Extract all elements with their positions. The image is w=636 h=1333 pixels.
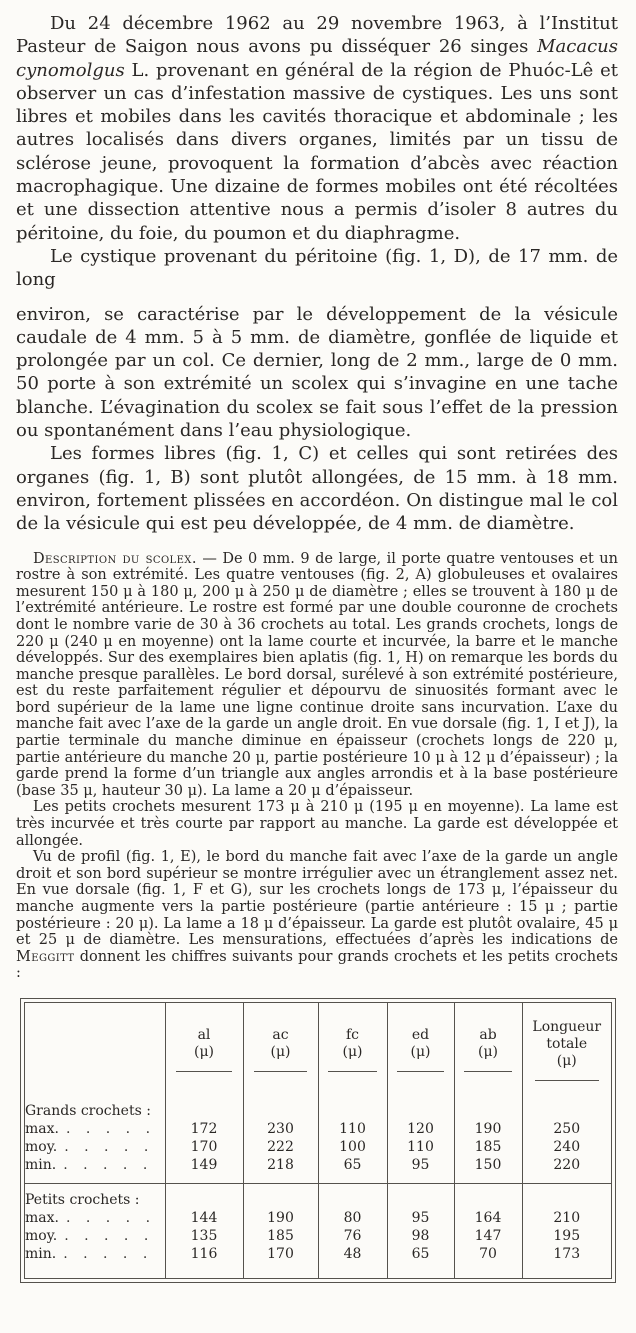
table-cell: 173 [522, 1245, 611, 1278]
header-underline [397, 1071, 445, 1072]
table-cell [165, 1095, 243, 1120]
table-cell: 120 [387, 1120, 454, 1138]
table-cell: 100 [318, 1138, 387, 1156]
paragraph-text: Du 24 décembre 1962 au 29 novembre 1963, à l’Institut Pasteur de Saigon nous avons pu disséquer 26 singes [16, 13, 618, 58]
table-row-grands-moy [25, 1138, 611, 1156]
paragraph-introduction [16, 12, 618, 245]
table-cell: 170 [243, 1245, 318, 1278]
table-cell: 210 [522, 1209, 611, 1227]
table-cell: 240 [522, 1138, 611, 1156]
dot-leader: . . . . . [65, 1209, 152, 1226]
table-cell: 135 [165, 1227, 243, 1245]
table-cell [387, 1095, 454, 1120]
table-row-grands-max [25, 1120, 611, 1138]
table-row-petits-max [25, 1209, 611, 1227]
dot-leader: . . . . . [65, 1120, 152, 1137]
table-cell [243, 1095, 318, 1120]
table-cell: 149 [165, 1156, 243, 1184]
table-cell: 80 [318, 1209, 387, 1227]
table-cell: 170 [165, 1138, 243, 1156]
table-cell: 98 [387, 1227, 454, 1245]
table-cell: 150 [454, 1156, 522, 1184]
column-header-ed: ed (μ) [387, 1003, 454, 1095]
column-header-fc: fc (μ) [318, 1003, 387, 1095]
paragraph-formes-libres: Les formes libres (fig. 1, C) et celles qui sont retirées des organes (fig. 1, B) sont plutôt allongées, de 15 mm. à 18 mm. environ, fortement plissées en accordéon. On distingue mal le col de la vésicule qui est peu développée, de 4 mm. de diamètre. [16, 443, 618, 535]
row-label: max. . . . . . [25, 1120, 152, 1137]
column-header-al: al (μ) [165, 1003, 243, 1095]
table-cell: 95 [387, 1209, 454, 1227]
species-name: Macacus cynomolgus [16, 36, 618, 81]
paragraph-cystique-continued: environ, se caractérise par le développement de la vésicule caudale de 4 mm. 5 à 5 mm. de diamètre, gonflée de liquide et prolongée par un col. Ce dernier, long de 2 mm., large de 0 mm. 50 porte à son extrémité un scolex qui s’invagine en une tache blanche. L’évagination du scolex se fait sous l’effet de la pression ou spontanément dans l’eau physiologique. [16, 303, 618, 442]
header-underline [254, 1071, 307, 1072]
header-underline [535, 1080, 599, 1081]
table-cell: 76 [318, 1227, 387, 1245]
table-cell: 218 [243, 1156, 318, 1184]
table-cell [522, 1095, 611, 1120]
table-cell [454, 1095, 522, 1120]
measurements-table-inner-border [24, 1002, 612, 1279]
table-row-petits-moy [25, 1227, 611, 1245]
table-cell: 230 [243, 1120, 318, 1138]
header-underline [176, 1071, 231, 1072]
table-cell: 222 [243, 1138, 318, 1156]
row-label: moy. . . . . . [25, 1227, 150, 1244]
row-label: min. . . . . . [25, 1156, 149, 1173]
table-row-petits-min [25, 1245, 611, 1278]
author-name: Meggitt [16, 948, 75, 965]
table-cell [165, 1183, 243, 1209]
paragraph-cystique-lead: Le cystique provenant du péritoine (fig. 1, D), de 17 mm. de long [16, 245, 618, 291]
table-cell [454, 1183, 522, 1209]
table-cell: 190 [243, 1209, 318, 1227]
column-header-ab: ab (μ) [454, 1003, 522, 1095]
paragraph-text: L. provenant en général de la région de Phuóc-Lê et observer un cas d’infestation massive de cystiques. Les uns sont libres et mobiles dans les cavités thoracique et abdominale ; les autres localisés dans divers organes, limités par un tissu de sclérose jeune, provoquent la formation d’abcès avec réaction macrophagique. Une dizaine de formes mobiles ont été récoltées et une dissection attentive nous a permis d’isoler 8 autres du péritoine, du foie, du poumon et du diaphragme. [16, 59, 618, 244]
table-cell [318, 1095, 387, 1120]
dot-leader: . . . . . [64, 1138, 150, 1155]
section-heading-small-caps: Description du scolex. [33, 550, 197, 567]
table-cell [318, 1183, 387, 1209]
header-underline [464, 1071, 512, 1072]
dot-leader: . . . . . [64, 1227, 150, 1244]
table-cell [387, 1183, 454, 1209]
table-cell: 116 [165, 1245, 243, 1278]
column-header-longueur-totale: Longueur totale (μ) [522, 1003, 611, 1095]
paragraph-text: Vu de profil (fig. 1, E), le bord du manche fait avec l’axe de la garde un angle droit et son bord supérieur se montre irrégulier avec un étranglement assez net. En vue dorsale (fig. 1, F et G), sur les crochets longs de 173 μ, l’épaisseur du manche augmente vers la partie postérieure (partie antérieure : 15 μ ; partie postérieure : 20 μ). La lame a 18 μ d’épaisseur. La garde est plutôt ovalaire, 45 μ et 25 μ de diamètre. Les mensurations, effectuées d’après les indications de [16, 849, 618, 949]
paragraph-text: donnent les chiffres suivants pour grands crochets et les petits crochets : [16, 948, 618, 982]
table-cell: 70 [454, 1245, 522, 1278]
section-row-petits-crochets [25, 1183, 611, 1209]
row-label: max. . . . . . [25, 1209, 152, 1226]
table-cell: 164 [454, 1209, 522, 1227]
dot-leader: . . . . . [63, 1245, 149, 1262]
table-header-row [25, 1003, 611, 1095]
header-spacer-cell [25, 1003, 165, 1095]
column-header-ac: ac (μ) [243, 1003, 318, 1095]
row-label: moy. . . . . . [25, 1138, 150, 1155]
table-cell: 65 [387, 1245, 454, 1278]
section-label: Grands crochets : [25, 1102, 151, 1119]
table-cell [243, 1183, 318, 1209]
paragraph-description-scolex [16, 551, 618, 800]
table-cell: 65 [318, 1156, 387, 1184]
paragraph-profil [16, 849, 618, 982]
header-underline [328, 1071, 377, 1072]
section-label: Petits crochets : [25, 1183, 165, 1209]
table-cell: 144 [165, 1209, 243, 1227]
measurements-table [25, 1003, 611, 1278]
table-cell: 147 [454, 1227, 522, 1245]
table-row-grands-min [25, 1156, 611, 1184]
table-cell: 172 [165, 1120, 243, 1138]
table-cell: 190 [454, 1120, 522, 1138]
row-label: min. . . . . . [25, 1245, 149, 1262]
paragraph-petits-crochets: Les petits crochets mesurent 173 μ à 210 μ (195 μ en moyenne). La lame est très incurvée et très courte par rapport au manche. La garde est développée et allongée. [16, 799, 618, 849]
table-cell: 250 [522, 1120, 611, 1138]
paragraph-text: — De 0 mm. 9 de large, il porte quatre ventouses et un rostre à son extrémité. Les quatre ventouses (fig. 2, A) globuleuses et ovalaires mesurent 150 μ à 180 μ, 200 μ à 250 μ de diamètre ; elles se trouvent à 180 μ de l’extrémité antérieure. Le rostre est formé par une double couronne de crochets dont le nombre varie de 30 à 36 crochets au total. Les grands crochets, longs de 220 μ (240 μ en moyenne) ont la lame courte et incurvée, la barre et le manche développés. Sur des exemplaires bien aplatis (fig. 1, H) on remarque les bords du manche presque parallèles. Le bord dorsal, surélevé à son extrémité postérieure, est du reste parfaitement régulier et dépourvu de sinuosités formant avec le bord supérieur de la lame une ligne continue droite sans incurvation. L’axe du manche fait avec l’axe de la garde un angle droit. En vue dorsale (fig. 1, I et J), la partie terminale du manche diminue en épaisseur (crochets longs de 220 μ, partie antérieure du manche 20 μ, partie postérieure 10 μ à 12 μ d’épaisseur) ; la garde prend la forme d’un triangle aux angles arrondis et à la base postérieure (base 35 μ, hauteur 30 μ). La lame a 20 μ d’épaisseur. [16, 550, 618, 799]
measurements-table-outer-border [20, 998, 616, 1283]
table-cell: 48 [318, 1245, 387, 1278]
table-cell: 220 [522, 1156, 611, 1184]
table-cell: 110 [318, 1120, 387, 1138]
table-cell: 195 [522, 1227, 611, 1245]
section-row-grands-crochets [25, 1095, 611, 1120]
table-cell [522, 1183, 611, 1209]
table-cell: 95 [387, 1156, 454, 1184]
table-cell: 185 [243, 1227, 318, 1245]
dot-leader: . . . . . [63, 1156, 149, 1173]
table-cell: 185 [454, 1138, 522, 1156]
table-cell: 110 [387, 1138, 454, 1156]
